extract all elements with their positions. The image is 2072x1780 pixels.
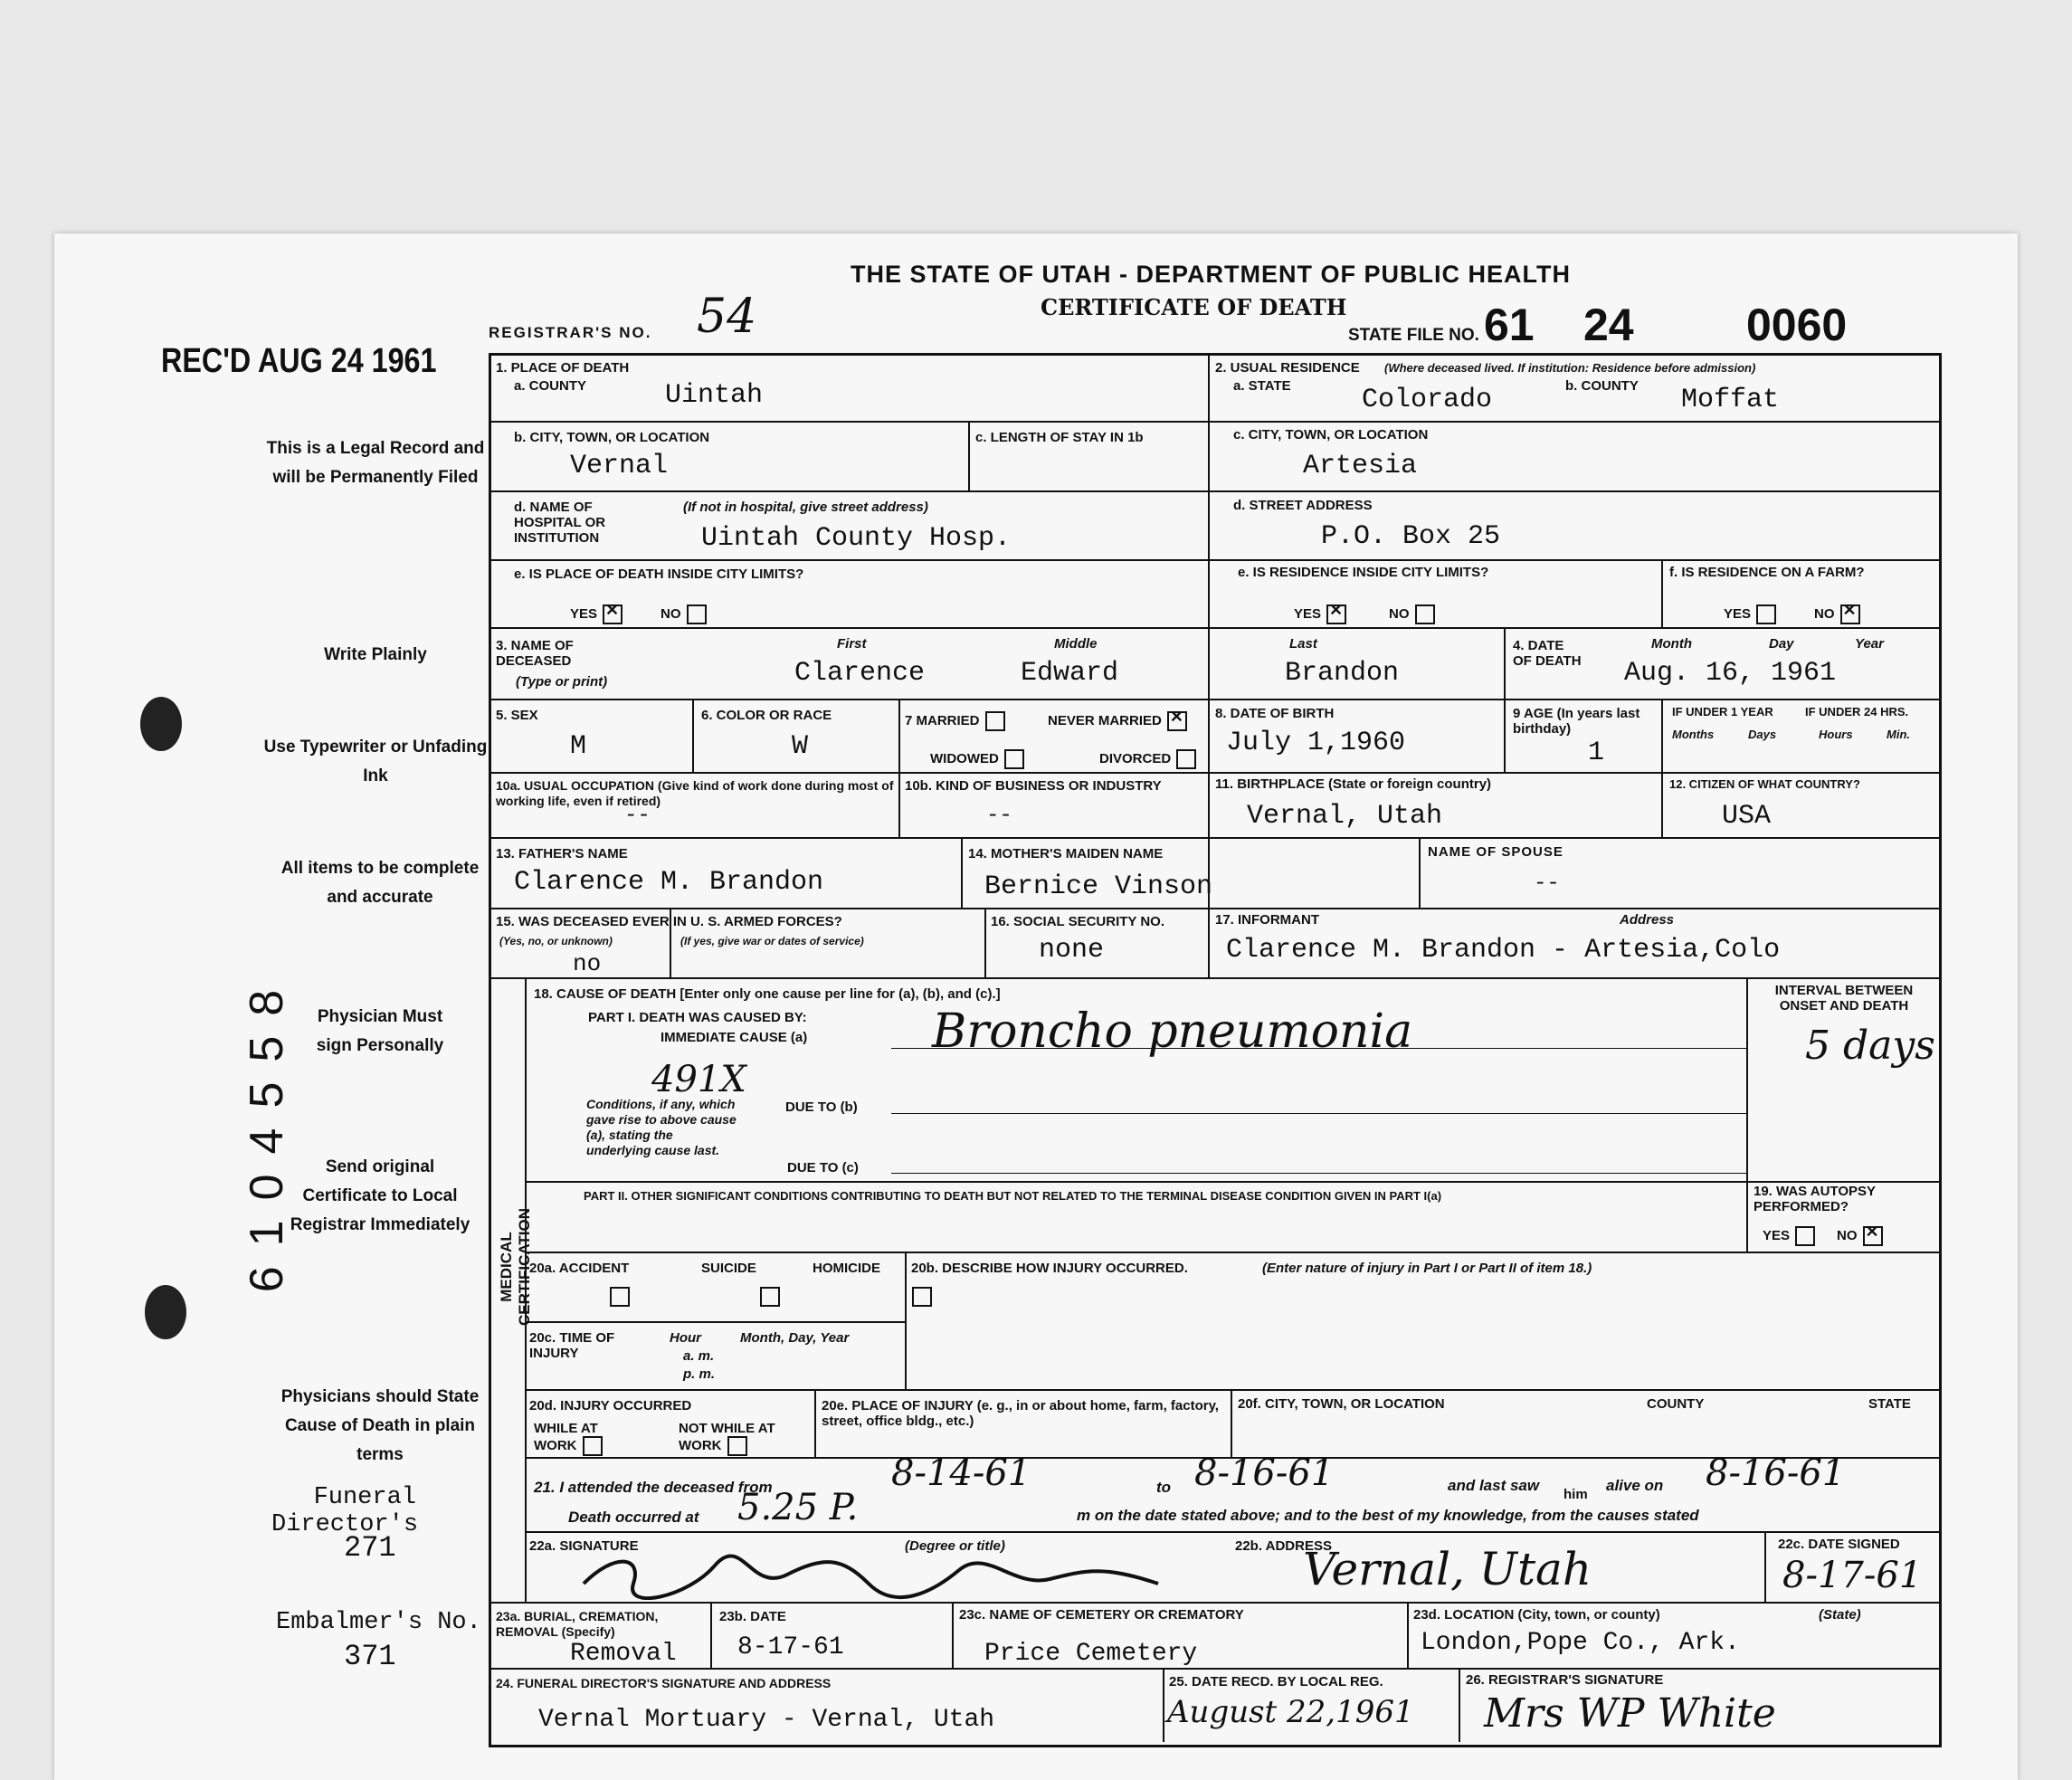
label-middle: Middle — [1054, 636, 1098, 652]
label-him: him — [1564, 1487, 1588, 1502]
label-farm: f. IS RESIDENCE ON A FARM? — [1669, 565, 1865, 580]
value-middle-name: Edward — [1021, 658, 1119, 689]
label-res-state: a. STATE — [1233, 378, 1291, 394]
label-address: Address — [1620, 912, 1675, 928]
label-due-to-c: DUE TO (c) — [787, 1160, 859, 1176]
checkbox-married[interactable]: 7 MARRIED — [905, 711, 1005, 731]
value-attended-to: 8-16-61 — [1194, 1452, 1335, 1494]
value-last-seen: 8-16-61 — [1706, 1452, 1846, 1494]
label-cause-of-death: 18. CAUSE OF DEATH [Enter only one cause per line for (a), (b), and (c).] — [534, 986, 1001, 1002]
side-note-physician: Physician Must sign Personally — [316, 1007, 444, 1055]
checkbox-farm-yes[interactable]: YES — [1724, 604, 1776, 624]
value-death-time: 5.25 P. — [737, 1487, 859, 1528]
label-last: Last — [1289, 636, 1317, 652]
label-informant: 17. INFORMANT — [1215, 912, 1320, 928]
label-armed-note2: (If yes, give war or dates of service) — [680, 935, 864, 947]
label-month: Month — [1651, 636, 1692, 652]
value-cause: Broncho pneumonia — [932, 1004, 1413, 1059]
label-part1: PART I. DEATH WAS CAUSED BY: — [588, 1010, 807, 1025]
label-under-24-hrs: IF UNDER 24 HRS. — [1805, 705, 1909, 719]
value-physician-address: Vernal, Utah — [1303, 1543, 1592, 1595]
embalmer-label: Embalmer's No. — [276, 1609, 481, 1636]
label-conditions: Conditions, if any, which gave rise to above cause (a), stating the underlying cause last. — [586, 1097, 737, 1157]
value-occupation: -- — [624, 804, 651, 828]
checkbox-death-inside-no[interactable]: NO — [661, 604, 707, 624]
physician-signature — [579, 1547, 1212, 1600]
label-to: to — [1156, 1479, 1172, 1496]
state-file-b: 24 — [1583, 300, 1634, 350]
value-city: Vernal — [570, 451, 669, 481]
label-citizen: 12. CITIZEN OF WHAT COUNTRY? — [1669, 777, 1860, 791]
label-length-of-stay: c. LENGTH OF STAY IN 1b — [975, 430, 1144, 445]
label-city: b. CITY, TOWN, OR LOCATION — [514, 430, 710, 445]
label-hours: Hours — [1819, 728, 1853, 741]
label-inside-city: e. IS PLACE OF DEATH INSIDE CITY LIMITS? — [514, 566, 804, 582]
label-birthplace: 11. BIRTHPLACE (State or foreign country) — [1215, 776, 1492, 792]
label-injury-how: 20b. DESCRIBE HOW INJURY OCCURRED. — [911, 1261, 1188, 1276]
registrar-no-label: REGISTRAR'S NO. — [489, 324, 652, 341]
document-subtitle: CERTIFICATE OF DEATH — [1041, 294, 1347, 320]
value-registrar-signature: Mrs WP White — [1484, 1690, 1776, 1737]
label-due-to-b: DUE TO (b) — [785, 1099, 858, 1115]
value-father: Clarence M. Brandon — [514, 867, 824, 898]
label-business: 10b. KIND OF BUSINESS OR INDUSTRY — [905, 778, 1162, 794]
label-sex: 5. SEX — [496, 708, 538, 723]
side-note-send-original: Send original Certificate to Local Registrar Immediately — [290, 1157, 470, 1234]
checkbox-while-at-work[interactable]: WHILE AT WORK — [534, 1421, 624, 1456]
vertical-file-number: 6104558 — [241, 969, 293, 1293]
label-min: Min. — [1887, 728, 1910, 741]
side-note-cause: Physicians should State Cause of Death in plain terms — [280, 1387, 480, 1464]
label-injury-county: COUNTY — [1647, 1396, 1705, 1412]
label-age: 9 AGE (In years last birthday) — [1513, 706, 1640, 737]
label-ssn: 16. SOCIAL SECURITY NO. — [991, 914, 1164, 929]
label-dob: 8. DATE OF BIRTH — [1215, 706, 1335, 721]
label-signature: 22a. SIGNATURE — [529, 1538, 639, 1554]
document-title: THE STATE OF UTAH - DEPARTMENT OF PUBLIC HEALTH — [851, 261, 1571, 288]
label-disp-date: 23b. DATE — [719, 1609, 786, 1624]
label-disposition: 23a. BURIAL, CREMATION, REMOVAL (Specify) — [496, 1609, 659, 1639]
value-business: -- — [986, 804, 1012, 828]
label-hour: Hour — [670, 1330, 701, 1346]
value-age: 1 — [1588, 738, 1605, 768]
label-place-of-death: 1. PLACE OF DEATH — [496, 360, 630, 376]
value-informant: Clarence M. Brandon - Artesia,Colo — [1226, 935, 1781, 966]
value-date-signed: 8-17-61 — [1782, 1555, 1923, 1596]
label-injury-occurred: 20d. INJURY OCCURRED — [529, 1398, 692, 1414]
label-location: 23d. LOCATION (City, town, or county) — [1413, 1607, 1660, 1623]
label-death-occurred: Death occurred at — [568, 1509, 699, 1526]
label-last-saw: and last saw — [1448, 1477, 1540, 1494]
label-date-of-death: 4. DATE OF DEATH — [1513, 638, 1582, 669]
label-street: d. STREET ADDRESS — [1233, 498, 1373, 513]
label-hospital-note: (If not in hospital, give street address) — [683, 500, 928, 515]
label-date-signed: 22c. DATE SIGNED — [1778, 1537, 1900, 1552]
label-hospital: d. NAME OF HOSPITAL OR INSTITUTION — [514, 500, 606, 546]
label-months: Months — [1672, 728, 1715, 741]
checkbox-res-inside-yes[interactable]: YES✕ — [1294, 604, 1346, 624]
label-funeral-director: 24. FUNERAL DIRECTOR'S SIGNATURE AND ADDRESS — [496, 1676, 832, 1690]
label-occupation: 10a. USUAL OCCUPATION (Give kind of work done during most of working life, even if retired) — [496, 778, 894, 808]
label-attended-from: 21. I attended the deceased from — [534, 1479, 773, 1496]
label-residence-note: (Where deceased lived. If institution: Residence before admission) — [1384, 361, 1756, 375]
label-pm: p. m. — [683, 1366, 716, 1382]
value-res-city: Artesia — [1303, 451, 1418, 481]
label-part2: PART II. OTHER SIGNIFICANT CONDITIONS CONTRIBUTING TO DEATH BUT NOT RELATED TO THE TERMINAL DISEASE CONDITION GIVEN IN PART I(a) — [584, 1189, 1442, 1203]
label-father: 13. FATHER'S NAME — [496, 846, 628, 861]
value-code: 491X — [651, 1059, 746, 1100]
label-name-deceased: 3. NAME OF DECEASED — [496, 638, 574, 669]
label-day: Day — [1769, 636, 1794, 652]
value-dob: July 1,1960 — [1226, 728, 1406, 758]
label-time-of-injury: 20c. TIME OF INJURY — [529, 1330, 615, 1361]
checkbox-accident[interactable] — [610, 1287, 630, 1307]
label-spouse: NAME OF SPOUSE — [1428, 844, 1564, 860]
label-physician-address: 22b. ADDRESS — [1235, 1538, 1332, 1554]
label-homicide: HOMICIDE — [813, 1261, 880, 1276]
value-citizen: USA — [1722, 801, 1772, 832]
value-date-of-death: Aug. 16, 1961 — [1624, 658, 1837, 689]
label-under-1-year: IF UNDER 1 YEAR — [1672, 705, 1773, 719]
label-cemetery: 23c. NAME OF CEMETERY OR CREMATORY — [959, 1607, 1244, 1623]
value-sex: M — [570, 731, 587, 762]
label-injury-state: STATE — [1868, 1396, 1911, 1412]
label-usual-residence: 2. USUAL RESIDENCE — [1215, 360, 1360, 376]
checkbox-widowed[interactable]: WIDOWED — [930, 749, 1024, 769]
funeral-director-label: Funeral Director's — [271, 1484, 419, 1538]
label-on-date-stated: m on the date stated above; and to the best of my knowledge, from the causes stated — [1077, 1507, 1699, 1524]
label-race: 6. COLOR OR RACE — [701, 708, 832, 723]
value-location: London,Pope Co., Ark. — [1421, 1629, 1740, 1657]
label-date-recd: 25. DATE RECD. BY LOCAL REG. — [1169, 1674, 1383, 1690]
punch-hole — [140, 697, 182, 751]
checkbox-never-married[interactable]: NEVER MARRIED✕ — [1048, 711, 1187, 731]
label-interval: INTERVAL BETWEEN ONSET AND DEATH — [1774, 983, 1914, 1014]
value-first-name: Clarence — [794, 658, 926, 689]
label-injury-city: 20f. CITY, TOWN, OR LOCATION — [1238, 1396, 1445, 1412]
value-disposition: Removal — [570, 1640, 677, 1668]
state-file-a: 61 — [1484, 300, 1535, 350]
received-stamp: REC'D AUG 24 1961 — [161, 342, 437, 380]
value-ssn: none — [1039, 935, 1105, 966]
value-interval: 5 days — [1805, 1023, 1935, 1069]
label-month-day-year: Month, Day, Year — [740, 1330, 850, 1346]
side-note-legal: This is a Legal Record and will be Permanently Filed — [266, 439, 485, 487]
label-suicide: SUICIDE — [701, 1261, 756, 1276]
checkbox-not-while-at-work[interactable]: NOT WHILE AT WORK — [679, 1421, 787, 1456]
value-armed: no — [573, 950, 602, 977]
value-res-county: Moffat — [1681, 385, 1780, 415]
embalmer-no: 371 — [344, 1640, 396, 1673]
label-res-city: c. CITY, TOWN, OR LOCATION — [1233, 427, 1429, 443]
value-res-state: Colorado — [1362, 385, 1493, 415]
label-accident: 20a. ACCIDENT — [529, 1261, 630, 1276]
value-birthplace: Vernal, Utah — [1247, 801, 1443, 832]
checkbox-homicide[interactable] — [912, 1287, 932, 1307]
label-location-state: (State) — [1819, 1607, 1861, 1623]
value-last-name: Brandon — [1285, 658, 1400, 689]
label-name-note: (Type or print) — [516, 674, 608, 690]
value-funeral-director: Vernal Mortuary - Vernal, Utah — [538, 1706, 995, 1734]
label-res-county: b. COUNTY — [1565, 378, 1639, 394]
label-immediate-cause: IMMEDIATE CAUSE (a) — [661, 1030, 808, 1045]
label-medical-certification: MEDICAL CERTIFICATION — [498, 1208, 533, 1327]
funeral-director-no: 271 — [344, 1531, 396, 1565]
value-cemetery: Price Cemetery — [984, 1640, 1198, 1668]
label-injury-note: (Enter nature of injury in Part I or Part II of item 18.) — [1262, 1261, 1592, 1276]
punch-hole — [145, 1285, 186, 1339]
state-file-label: STATE FILE NO. — [1348, 326, 1479, 345]
label-days: Days — [1748, 728, 1777, 741]
value-mother: Bernice Vinson — [984, 871, 1213, 902]
value-hospital: Uintah County Hosp. — [701, 523, 1012, 554]
state-file-c: 0060 — [1746, 300, 1848, 350]
value-race: W — [792, 731, 809, 762]
value-attended-from: 8-14-61 — [891, 1452, 1031, 1494]
checkbox-autopsy-yes[interactable]: YES — [1763, 1226, 1815, 1246]
label-armed-note: (Yes, no, or unknown) — [499, 935, 613, 947]
value-date-recd: August 22,1961 — [1167, 1694, 1414, 1730]
checkbox-divorced[interactable]: DIVORCED — [1099, 749, 1196, 769]
checkbox-res-inside-no[interactable]: NO — [1389, 604, 1435, 624]
label-armed-forces: 15. WAS DECEASED EVER IN U. S. ARMED FORCES? — [496, 914, 842, 929]
checkbox-suicide[interactable] — [760, 1287, 780, 1307]
value-street: P.O. Box 25 — [1321, 521, 1501, 552]
side-note-typewriter: Use Typewriter or Unfading Ink — [263, 738, 488, 785]
side-note-write-plainly: Write Plainly — [324, 645, 427, 664]
registrar-no: 54 — [697, 290, 757, 344]
label-autopsy: 19. WAS AUTOPSY PERFORMED? — [1754, 1184, 1876, 1214]
checkbox-autopsy-no[interactable]: NO✕ — [1837, 1226, 1883, 1246]
label-alive-on: alive on — [1606, 1477, 1664, 1494]
value-county: Uintah — [665, 380, 764, 411]
checkbox-death-inside-yes[interactable]: YES✕ — [570, 604, 623, 624]
label-res-inside-city: e. IS RESIDENCE INSIDE CITY LIMITS? — [1238, 565, 1489, 580]
label-degree: (Degree or title) — [905, 1538, 1005, 1554]
value-spouse: -- — [1534, 871, 1560, 896]
label-first: First — [837, 636, 867, 652]
label-place-of-injury: 20e. PLACE OF INJURY (e. g., in or about home, farm, factory, street, office bldg., etc.) — [822, 1398, 1219, 1429]
label-am: a. m. — [683, 1348, 715, 1364]
label-year: Year — [1855, 636, 1884, 652]
label-mother: 14. MOTHER'S MAIDEN NAME — [968, 846, 1164, 861]
label-county: a. COUNTY — [514, 378, 587, 394]
label-registrar-signature: 26. REGISTRAR'S SIGNATURE — [1466, 1672, 1664, 1688]
side-note-complete: All items to be complete and accurate — [280, 859, 480, 907]
value-disp-date: 8-17-61 — [737, 1633, 844, 1661]
checkbox-farm-no[interactable]: NO✕ — [1814, 604, 1860, 624]
